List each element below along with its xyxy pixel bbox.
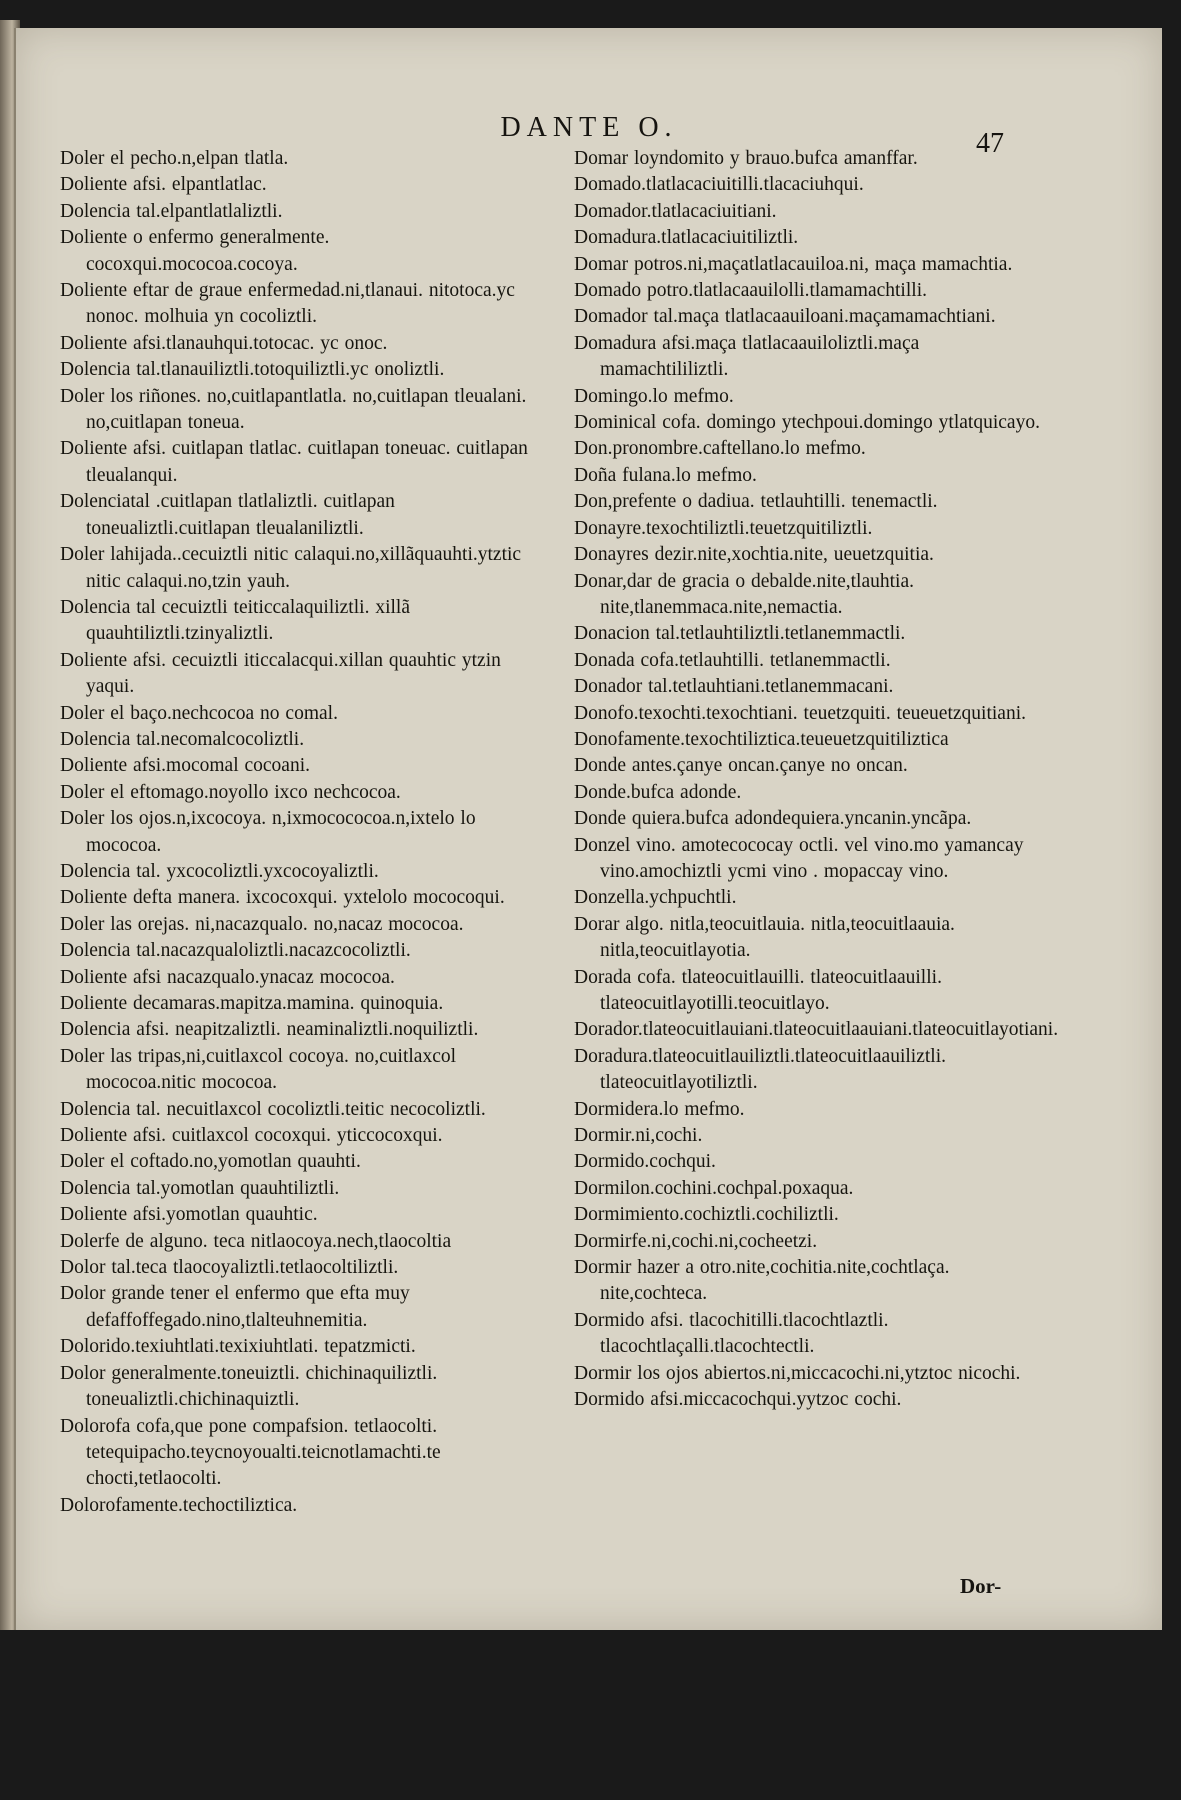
dictionary-entry: Donofamente.texochtiliztica.teueuetzquitiliztica [574, 728, 949, 750]
dictionary-entry: Domar potros.ni,maçatlatlacauiloa.ni, maça mamachtia. [574, 253, 1013, 275]
dictionary-entry: Domador.tlatlacaciuitiani. [574, 200, 777, 222]
page-number: 47 [976, 128, 1004, 159]
dictionary-entry: Dormilon.cochini.cochpal.poxaqua. [574, 1177, 854, 1199]
dictionary-entry: Doler los ojos.n,ixcocoya. n,ixmocococoa.n,ixtelo lo mococoa. [60, 808, 476, 856]
dictionary-entry: Dolor generalmente.toneuiztli. chichinaquiliztli. toneualiztli.chichinaquiztli. [60, 1362, 438, 1411]
catchword: Dor- [960, 1574, 1002, 1598]
dictionary-entry: Dolor grande tener el enfermo que efta muy defaffoffegado.nino,tlalteuhnemitia. [60, 1283, 410, 1331]
dictionary-entry: Doler los riñones. no,cuitlapantlatla. no,cuitlapan tleualani. no,cuitlapan toneua. [60, 385, 527, 434]
dictionary-entry: Dormido afsi. tlacochitilli.tlacochtlaztli. tlacochtlaçalli.tlacochtectli. [574, 1309, 889, 1358]
dictionary-entry: Donar,dar de gracia o debalde.nite,tlauhtia. nite,tlanemmaca.nite,nemactia. [574, 570, 914, 618]
dictionary-entry: Domado potro.tlatlacaauilolli.tlamamachtilli. [574, 280, 927, 302]
dictionary-entry: Doliente afsi nacazqualo.ynacaz mococoa. [60, 966, 395, 988]
dictionary-entry: Donde.bufca adonde. [574, 781, 742, 803]
running-head: DANTE O. [500, 112, 678, 143]
dictionary-entry: Doler las tripas,ni,cuitlaxcol cocoya. no,cuitlaxcol mococoa.nitic mococoa. [60, 1045, 457, 1094]
dictionary-entry: Dominical cofa. domingo ytechpoui.domingo ytlatquicayo. [574, 412, 1040, 434]
dictionary-entry: Doliente afsi.mocomal cocoani. [60, 755, 310, 777]
dictionary-entry: Dormir los ojos abiertos.ni,miccacochi.ni,ytztoc nicochi. [574, 1362, 1021, 1384]
dictionary-entry: Doler el eftomago.noyollo ixco nechcocoa. [60, 781, 401, 803]
dictionary-entry: Dormimiento.cochiztli.cochiliztli. [574, 1204, 839, 1226]
dictionary-entry: Doler el pecho.n,elpan tlatla. [60, 148, 289, 169]
dictionary-entry: Dormidera.lo mefmo. [574, 1098, 745, 1120]
dictionary-entry: Donacion tal.tetlauhtiliztli.tetlanemmactli. [574, 623, 906, 645]
dictionary-entry: Dormirfe.ni,cochi.ni,cocheetzi. [574, 1230, 818, 1252]
dictionary-entry: Dolencia tal.tlanauiliztli.totoquiliztli.yc onoliztli. [60, 359, 445, 381]
dictionary-entry: Don,prefente o dadiua. tetlauhtilli. tenemactli. [574, 491, 938, 513]
dictionary-entry: Domadura.tlatlacaciuitiliztli. [574, 227, 799, 249]
dictionary-entry: Donayre.texochtiliztli.teuetzquitiliztli. [574, 517, 873, 539]
dictionary-entry: Dormir.ni,cochi. [574, 1125, 703, 1147]
dictionary-entry: Domador tal.maça tlatlacaauiloani.maçamamachtiani. [574, 306, 996, 328]
dictionary-entry: Donador tal.tetlauhtiani.tetlanemmacani. [574, 676, 894, 698]
dictionary-entry: Dolorido.texiuhtlati.texixiuhtlati. tepatzmicti. [60, 1336, 416, 1358]
dictionary-entry: Doliente eftar de graue enfermedad.ni,tlanaui. nitotoca.yc nonoc. molhuia yn cocoliztli. [60, 280, 515, 328]
dictionary-entry: Doliente o enfermo generalmente. cocoxqui.mococoa.cocoya. [60, 227, 330, 275]
dictionary-entry: Dormido afsi.miccacochqui.yytzoc cochi. [574, 1389, 902, 1411]
dictionary-entry: Doler el coftado.no,yomotlan quauhti. [60, 1151, 361, 1173]
dictionary-entry: Doler el baço.nechcocoa no comal. [60, 702, 338, 724]
dictionary-entry: Doliente decamaras.mapitza.mamina. quinoquia. [60, 993, 444, 1014]
dictionary-entry: Dolencia tal. necuitlaxcol cocoliztli.teitic necocoliztli. [60, 1098, 486, 1120]
dictionary-entry: Doliente defta manera. ixcocoxqui. yxtelolo mococoqui. [60, 887, 505, 909]
dictionary-entry: Domadura afsi.maça tlatlacaauiloliztli.maça mamachtililiztli. [574, 332, 920, 381]
dictionary-entry: Dolorofamente.techoctiliztica. [60, 1494, 298, 1516]
dictionary-entry: Donada cofa.tetlauhtilli. tetlanemmactli. [574, 649, 891, 671]
dictionary-entry: Dolencia tal.nacazqualoliztli.nacazcocoliztli. [60, 940, 411, 962]
dictionary-entry: Doradura.tlateocuitlauiliztli.tlateocuitlaauiliztli. tlateocuitlayotiliztli. [574, 1045, 946, 1094]
dictionary-entry: Dormido.cochqui. [574, 1151, 716, 1173]
dictionary-entry: Doler las orejas. ni,nacazqualo. no,nacaz mococoa. [60, 913, 464, 935]
dictionary-entry: Donzella.ychpuchtli. [574, 887, 737, 909]
dictionary-entry: Domado.tlatlacaciuitilli.tlacaciuhqui. [574, 174, 864, 196]
dictionary-entry: Dorada cofa. tlateocuitlauilli. tlateocuitlaauilli. tlateocuitlayotilli.teocuitlayo. [574, 966, 942, 1014]
dictionary-entry: Doliente afsi. elpantlatlac. [60, 174, 267, 196]
book-page [14, 28, 1162, 1630]
dictionary-entry: Dolor tal.teca tlaocoyaliztli.tetlaocoltiliztli. [60, 1257, 399, 1279]
dictionary-entry: Doña fulana.lo mefmo. [574, 464, 757, 486]
dictionary-entry: Dolencia afsi. neapitzaliztli. neaminaliztli.noquiliztli. [60, 1019, 479, 1041]
dictionary-entry: Dolencia tal.elpantlatlaliztli. [60, 200, 283, 222]
dictionary-entry: Dolenciatal .cuitlapan tlatlaliztli. cuitlapan toneualiztli.cuitlapan tleualaniliztli. [60, 491, 395, 539]
dictionary-entry: Donofo.texochti.texochtiani. teuetzquiti. teueuetzquitiani. [574, 702, 1026, 724]
dictionary-entry: Donzel vino. amotecococay octli. vel vino.mo yamancay vino.amochiztli ycmi vino . mopaccay vino. [574, 834, 1024, 882]
dictionary-entry: Dormir hazer a otro.nite,cochitia.nite,cochtlaça. nite,cochteca. [574, 1257, 950, 1305]
dictionary-entry: Doliente afsi. cecuiztli iticcalacqui.xillan quauhtic ytzin yaqui. [60, 649, 501, 698]
dictionary-entry: Donayres dezir.nite,xochtia.nite, ueuetzquitia. [574, 544, 934, 566]
dictionary-entry: Donde quiera.bufca adondequiera.yncanin.yncãpa. [574, 808, 972, 830]
dictionary-entry: Don.pronombre.caftellano.lo mefmo. [574, 438, 866, 460]
dictionary-entry: Dolencia tal.yomotlan quauhtiliztli. [60, 1177, 340, 1199]
dictionary-entry: Domar loyndomito y brauo.bufca amanffar. [574, 148, 918, 169]
dictionary-entry: Doliente afsi. cuitlapan tlatlac. cuitlapan toneuac. cuitlapan tleualanqui. [60, 438, 528, 486]
left-column [60, 146, 538, 1519]
dictionary-entry: Doliente afsi.yomotlan quauhtic. [60, 1204, 318, 1226]
dictionary-entry: Dorar algo. nitla,teocuitlauia. nitla,teocuitlaauia. nitla,teocuitlayotia. [574, 913, 955, 962]
dictionary-entry: Dolencia tal cecuiztli teiticcalaquiliztli. xillã quauhtiliztli.tzinyaliztli. [60, 596, 410, 645]
dictionary-entry: Donde antes.çanye oncan.çanye no oncan. [574, 755, 908, 777]
dictionary-entry: Dolencia tal. yxcocoliztli.yxcocoyaliztli. [60, 860, 379, 882]
dictionary-entry: Dorador.tlateocuitlauiani.tlateocuitlaauiani.tlateocuitlayotiani. [574, 1019, 1059, 1041]
dictionary-entry: Doler lahijada..cecuiztli nitic calaqui.no,xillãquauhti.ytztic nitic calaqui.no,tzin yauh. [60, 544, 522, 592]
dictionary-entry: Domingo.lo mefmo. [574, 385, 734, 407]
dictionary-entry: Dolerfe de alguno. teca nitlaocoya.nech,tlaocoltia [60, 1230, 452, 1252]
dictionary-entry: Dolencia tal.necomalcocoliztli. [60, 728, 305, 750]
dictionary-entry: Doliente afsi.tlanauhqui.totocac. yc onoc. [60, 332, 388, 354]
dictionary-entry: Doliente afsi. cuitlaxcol cocoxqui. yticcocoxqui. [60, 1125, 443, 1147]
right-column [574, 146, 1059, 1414]
dictionary-entry: Dolorofa cofa,que pone compafsion. tetlaocolti. tetequipacho.teycnoyoualti.teicnotlamachti.te chocti,tetlaocolti. [60, 1415, 441, 1490]
